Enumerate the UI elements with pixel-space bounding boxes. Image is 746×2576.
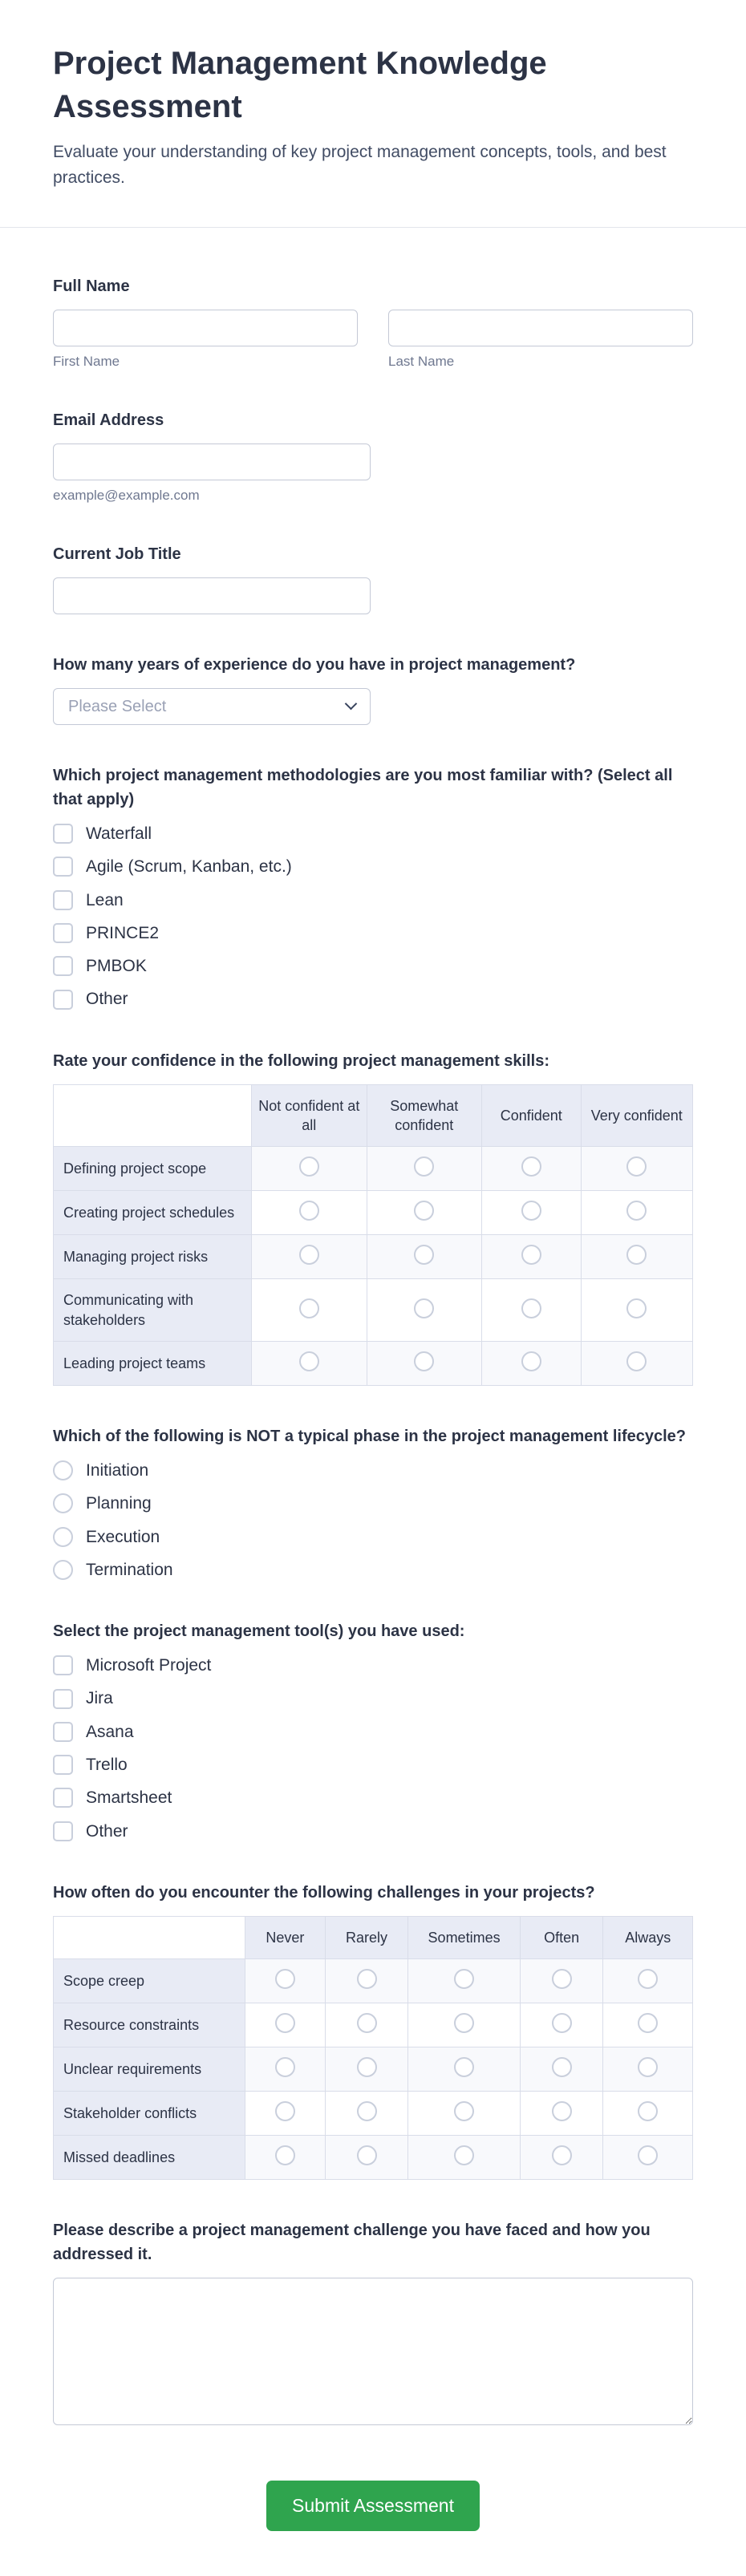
radio-option-initiation[interactable] [53,1460,693,1481]
matrix-column-header: Very confident [581,1084,693,1147]
matrix-cell [481,1235,581,1279]
checkbox[interactable] [53,990,73,1010]
form-subtitle: Evaluate your understanding of key project management concepts, tools, and best practices. [53,143,667,187]
radio-option-execution[interactable] [53,1526,693,1548]
experience-select[interactable] [53,688,371,725]
question-full-name [53,274,693,370]
matrix-radio[interactable] [299,1245,319,1265]
matrix-cell [367,1235,481,1279]
matrix-radio[interactable] [521,1156,541,1177]
option-label: PMBOK [86,957,147,976]
matrix-row-label: Scope creep [54,1959,245,2003]
checkbox-option-ms-project[interactable] [53,1655,693,1676]
matrix-cell [603,2003,693,2047]
challenge-description-label: Please describe a project management challenge you have faced and how you addressed it. [53,2222,651,2264]
matrix-cell [581,1147,693,1191]
matrix-radio[interactable] [275,2101,295,2121]
radio[interactable] [53,1493,73,1513]
option-label: Other [86,990,128,1009]
full-name-label: Full Name [53,277,130,295]
radio[interactable] [53,1527,73,1547]
form-header [0,0,746,228]
matrix-radio[interactable] [454,2057,474,2077]
matrix-cell [325,2003,408,2047]
option-label: Microsoft Project [86,1656,212,1675]
matrix-cell [481,1279,581,1342]
matrix-radio[interactable] [626,1298,647,1318]
question-job-title [53,542,693,614]
matrix-column-header: Confident [481,1084,581,1147]
radio-option-termination[interactable] [53,1559,693,1581]
matrix-column-header: Often [520,1916,603,1958]
challenges-matrix-table [53,1916,693,2180]
matrix-radio[interactable] [521,1245,541,1265]
matrix-cell [581,1279,693,1342]
matrix-radio[interactable] [521,1298,541,1318]
question-tools [53,1619,693,1842]
tools-label: Select the project management tool(s) you have used: [53,1622,465,1641]
lifecycle-options [53,1460,693,1581]
methodologies-label: Which project management methodologies are you most familiar with? (Select all that apply) [53,767,673,808]
matrix-cell [520,1959,603,2003]
form-body [0,228,746,2429]
question-email [53,408,693,504]
matrix-radio[interactable] [275,2013,295,2033]
matrix-row-label: Resource constraints [54,2003,245,2047]
tools-options [53,1655,693,1842]
matrix-column-header: Not confident at all [252,1084,367,1147]
matrix-row [54,1279,693,1342]
last-name-input[interactable] [388,310,693,346]
matrix-radio[interactable] [552,2057,572,2077]
first-name-input[interactable] [53,310,358,346]
checkbox[interactable] [53,956,73,976]
submit-button[interactable]: Submit Assessment [266,2481,480,2531]
matrix-cell [603,2092,693,2136]
option-label: Trello [86,1756,128,1775]
matrix-cell [252,1341,367,1385]
matrix-radio[interactable] [299,1201,319,1221]
matrix-corner-cell [54,1916,245,1958]
matrix-cell [245,2136,326,2180]
matrix-cell [603,2136,693,2180]
matrix-corner-cell [54,1084,252,1147]
matrix-radio[interactable] [638,2145,658,2165]
matrix-cell [325,2047,408,2092]
matrix-radio[interactable] [521,1201,541,1221]
checkbox-option-waterfall[interactable] [53,823,693,844]
matrix-cell [408,1959,520,2003]
checkbox-option-agile[interactable] [53,856,693,877]
checkbox[interactable] [53,1821,73,1841]
checkbox[interactable] [53,1722,73,1742]
matrix-radio[interactable] [357,2013,377,2033]
question-challenges-matrix [53,1881,693,2180]
matrix-row-label: Unclear requirements [54,2047,245,2092]
checkbox[interactable] [53,923,73,943]
radio-option-planning[interactable] [53,1493,693,1514]
checkbox-option-tools-other[interactable] [53,1821,693,1842]
matrix-cell [481,1147,581,1191]
email-label: Email Address [53,411,164,429]
matrix-radio[interactable] [626,1351,647,1371]
matrix-radio[interactable] [357,2101,377,2121]
full-name-row [53,310,693,370]
question-experience [53,653,693,725]
matrix-cell [245,2092,326,2136]
matrix-cell [581,1341,693,1385]
last-name-field [388,310,693,370]
matrix-cell [520,2003,603,2047]
matrix-header-row [54,1084,693,1147]
challenges-matrix-label: How often do you encounter the following challenges in your projects? [53,1883,595,1902]
matrix-cell [245,2047,326,2092]
matrix-row [54,2047,693,2092]
matrix-cell [481,1191,581,1235]
matrix-cell [603,1959,693,2003]
option-label: Asana [86,1722,134,1741]
matrix-column-header: Rarely [325,1916,408,1958]
checkbox[interactable] [53,1788,73,1808]
checkbox-option-other[interactable] [53,988,693,1010]
radio[interactable] [53,1560,73,1580]
chevron-down-icon [345,698,358,711]
matrix-cell [367,1191,481,1235]
matrix-radio[interactable] [638,1969,658,1989]
matrix-header-row [54,1916,693,1958]
option-label: PRINCE2 [86,923,160,942]
challenge-description-textarea[interactable] [53,2278,693,2425]
radio[interactable] [53,1460,73,1480]
matrix-radio[interactable] [414,1245,434,1265]
checkbox-option-jira[interactable] [53,1687,693,1709]
confidence-matrix-label: Rate your confidence in the following project management skills: [53,1051,549,1070]
matrix-radio[interactable] [299,1351,319,1371]
matrix-cell [408,2092,520,2136]
matrix-cell [367,1279,481,1342]
methodologies-options [53,823,693,1011]
checkbox[interactable] [53,1655,73,1675]
checkbox[interactable] [53,857,73,877]
job-title-label: Current Job Title [53,545,181,563]
matrix-cell [367,1147,481,1191]
matrix-cell [245,1959,326,2003]
form-footer [0,2468,746,2576]
matrix-radio[interactable] [638,2057,658,2077]
checkbox-option-trello[interactable] [53,1754,693,1776]
checkbox[interactable] [53,1689,73,1709]
matrix-cell [581,1235,693,1279]
question-methodologies [53,763,693,1011]
question-lifecycle [53,1424,693,1581]
checkbox-option-asana[interactable] [53,1721,693,1743]
checkbox[interactable] [53,824,73,844]
matrix-row [54,1959,693,2003]
matrix-radio[interactable] [357,2145,377,2165]
matrix-cell [325,2092,408,2136]
option-label: Smartsheet [86,1788,172,1808]
matrix-radio[interactable] [454,2145,474,2165]
matrix-column-header: Sometimes [408,1916,520,1958]
matrix-row [54,1147,693,1191]
option-label: Lean [86,890,124,909]
experience-label: How many years of experience do you have in project management? [53,656,576,674]
matrix-radio[interactable] [299,1156,319,1177]
matrix-cell [408,2136,520,2180]
matrix-row [54,2136,693,2180]
matrix-radio[interactable] [275,1969,295,1989]
matrix-column-header: Never [245,1916,326,1958]
matrix-radio[interactable] [626,1201,647,1221]
matrix-row [54,1235,693,1279]
matrix-cell [252,1191,367,1235]
matrix-row-label: Communicating with stakeholders [54,1279,252,1342]
matrix-cell [520,2136,603,2180]
matrix-row [54,2003,693,2047]
option-label: Other [86,1821,128,1841]
matrix-cell [408,2003,520,2047]
matrix-radio[interactable] [552,2013,572,2033]
matrix-cell [603,2047,693,2092]
checkbox[interactable] [53,890,73,910]
option-label: Jira [86,1689,113,1708]
matrix-column-header: Somewhat confident [367,1084,481,1147]
matrix-radio[interactable] [552,2101,572,2121]
matrix-radio[interactable] [454,2013,474,2033]
matrix-radio[interactable] [275,2145,295,2165]
matrix-cell [520,2092,603,2136]
matrix-row [54,2092,693,2136]
option-label: Planning [86,1494,152,1513]
matrix-radio[interactable] [275,2057,295,2077]
option-label: Initiation [86,1460,149,1480]
checkbox[interactable] [53,1755,73,1775]
matrix-cell [325,2136,408,2180]
matrix-cell [252,1147,367,1191]
checkbox-option-smartsheet[interactable] [53,1787,693,1808]
matrix-cell [520,2047,603,2092]
first-name-field [53,310,358,370]
matrix-row-label: Defining project scope [54,1147,252,1191]
experience-select-value: Please Select [68,697,167,715]
option-label: Termination [86,1560,173,1579]
matrix-radio[interactable] [414,1298,434,1318]
email-sublabel: example@example.com [53,488,200,503]
matrix-radio[interactable] [638,2101,658,2121]
checkbox-option-lean[interactable] [53,889,693,911]
matrix-radio[interactable] [638,2013,658,2033]
matrix-row-label: Stakeholder conflicts [54,2092,245,2136]
matrix-cell [408,2047,520,2092]
question-confidence-matrix [53,1049,693,1386]
matrix-row-label: Missed deadlines [54,2136,245,2180]
matrix-column-header: Always [603,1916,693,1958]
matrix-row [54,1341,693,1385]
matrix-radio[interactable] [414,1156,434,1177]
matrix-radio[interactable] [414,1201,434,1221]
lifecycle-label: Which of the following is NOT a typical phase in the project management lifecycle? [53,1427,687,1445]
option-label: Execution [86,1527,160,1546]
confidence-matrix-table [53,1084,693,1386]
matrix-radio[interactable] [357,1969,377,1989]
matrix-cell [367,1341,481,1385]
matrix-radio[interactable] [414,1351,434,1371]
first-name-sublabel: First Name [53,354,120,369]
option-label: Waterfall [86,824,152,843]
checkbox-option-prince2[interactable] [53,922,693,944]
matrix-cell [325,1959,408,2003]
matrix-radio[interactable] [626,1156,647,1177]
matrix-cell [245,2003,326,2047]
matrix-cell [252,1279,367,1342]
last-name-sublabel: Last Name [388,354,455,369]
matrix-radio[interactable] [552,2145,572,2165]
option-label: Agile (Scrum, Kanban, etc.) [86,857,292,877]
matrix-radio[interactable] [299,1298,319,1318]
matrix-cell [252,1235,367,1279]
matrix-cell [481,1341,581,1385]
matrix-radio[interactable] [626,1245,647,1265]
matrix-radio[interactable] [357,2057,377,2077]
matrix-row [54,1191,693,1235]
matrix-row-label: Managing project risks [54,1235,252,1279]
matrix-cell [581,1191,693,1235]
matrix-radio[interactable] [552,1969,572,1989]
matrix-radio[interactable] [454,2101,474,2121]
matrix-row-label: Creating project schedules [54,1191,252,1235]
job-title-input[interactable] [53,577,371,614]
question-challenge-description [53,2218,693,2429]
matrix-row-label: Leading project teams [54,1341,252,1385]
matrix-radio[interactable] [454,1969,474,1989]
checkbox-option-pmbok[interactable] [53,955,693,977]
email-input[interactable] [53,444,371,480]
matrix-radio[interactable] [521,1351,541,1371]
form-title: Project Management Knowledge Assessment [53,46,547,124]
